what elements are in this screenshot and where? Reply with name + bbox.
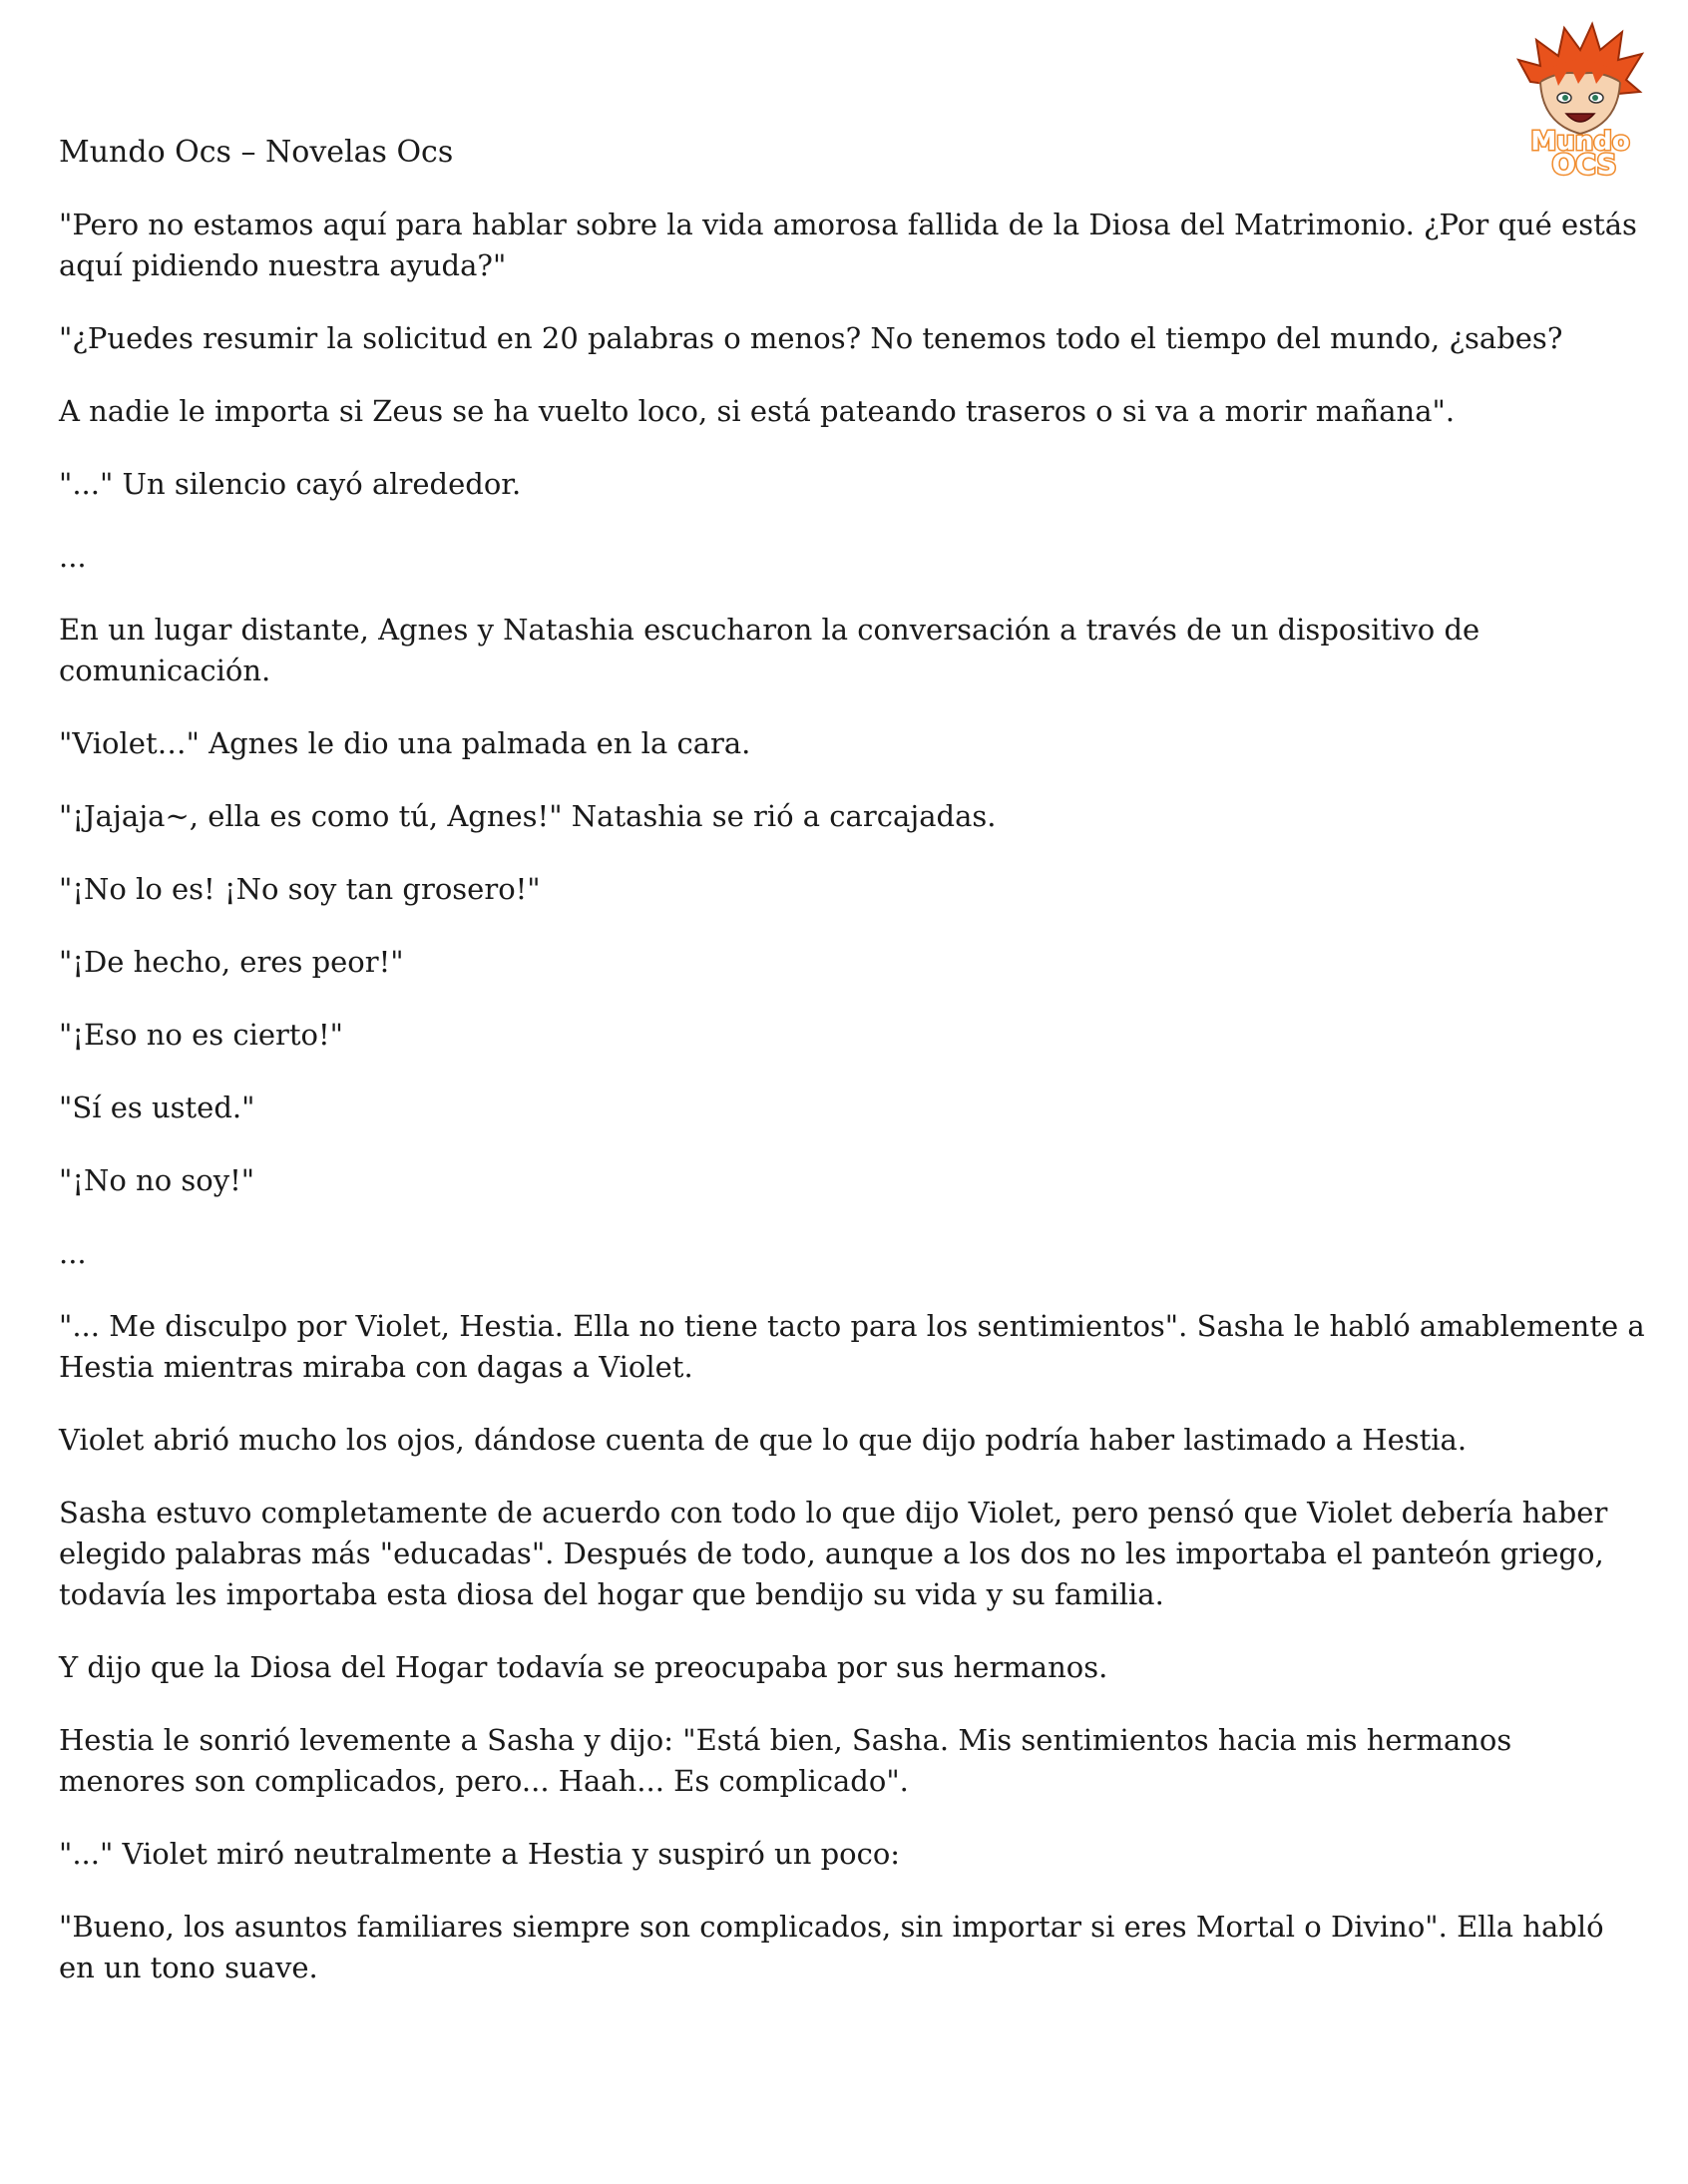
paragraph: "Bueno, los asuntos familiares siempre son complicados, sin importar si eres Mortal o Divino". Ella habló en un tono suave. bbox=[59, 1910, 1604, 1984]
paragraph: ... bbox=[59, 1236, 87, 1270]
paragraph: "..." Un silencio cayó alrededor. bbox=[59, 467, 522, 501]
paragraph: En un lugar distante, Agnes y Natashia escucharon la conversación a través de un dispositivo de comunicación. bbox=[59, 613, 1480, 687]
paragraph: "¡Jajaja~, ella es como tú, Agnes!" Natashia se rió a carcajadas. bbox=[59, 799, 997, 833]
paragraph: Y dijo que la Diosa del Hogar todavía se preocupaba por sus hermanos. bbox=[59, 1650, 1108, 1684]
paragraph: ... bbox=[59, 540, 87, 574]
mundo-ocs-logo bbox=[1500, 20, 1660, 178]
paragraph: "Sí es usted." bbox=[59, 1091, 255, 1124]
paragraph: "Violet…" Agnes le dio una palmada en la cara. bbox=[59, 726, 751, 760]
paragraph: "¿Puedes resumir la solicitud en 20 palabras o menos? No tenemos todo el tiempo del mundo, ¿sabes? bbox=[59, 321, 1563, 355]
paragraph: "¡De hecho, eres peor!" bbox=[59, 945, 404, 979]
mundo-ocs-logo-graphic bbox=[1500, 20, 1660, 178]
paragraph: "¡No lo es! ¡No soy tan grosero!" bbox=[59, 872, 541, 906]
paragraph: A nadie le importa si Zeus se ha vuelto loco, si está pateando traseros o si va a morir mañana". bbox=[59, 394, 1456, 428]
logo-text-bottom: OCS bbox=[1551, 148, 1617, 178]
paragraph: Sasha estuvo completamente de acuerdo con todo lo que dijo Violet, pero pensó que Violet debería haber elegido palabras más "educadas". Después de todo, aunque a los dos no les importaba el panteón griego, todavía les importaba esta diosa del hogar que bendijo su vida y su familia. bbox=[59, 1496, 1608, 1611]
page-header: Mundo Ocs – Novelas Ocs bbox=[59, 135, 454, 170]
document-body bbox=[59, 205, 1645, 2020]
paragraph: "¡No no soy!" bbox=[59, 1163, 255, 1197]
paragraph: "..." Violet miró neutralmente a Hestia y suspiró un poco: bbox=[59, 1837, 901, 1871]
paragraph: "... Me disculpo por Violet, Hestia. Ella no tiene tacto para los sentimientos". Sasha le habló amablemente a Hestia mientras miraba con dagas a Violet. bbox=[59, 1309, 1645, 1384]
paragraph: Violet abrió mucho los ojos, dándose cuenta de que lo que dijo podría haber lastimado a Hestia. bbox=[59, 1423, 1468, 1457]
logo-text-top: Mundo bbox=[1530, 127, 1630, 157]
paragraph: "¡Eso no es cierto!" bbox=[59, 1018, 343, 1052]
paragraph: "Pero no estamos aquí para hablar sobre la vida amorosa fallida de la Diosa del Matrimonio. ¿Por qué estás aquí pidiendo nuestra ayuda?" bbox=[59, 208, 1637, 282]
paragraph: Hestia le sonrió levemente a Sasha y dijo: "Está bien, Sasha. Mis sentimientos hacia mis hermanos menores son complicados, pero... Haah... Es complicado". bbox=[59, 1723, 1512, 1798]
